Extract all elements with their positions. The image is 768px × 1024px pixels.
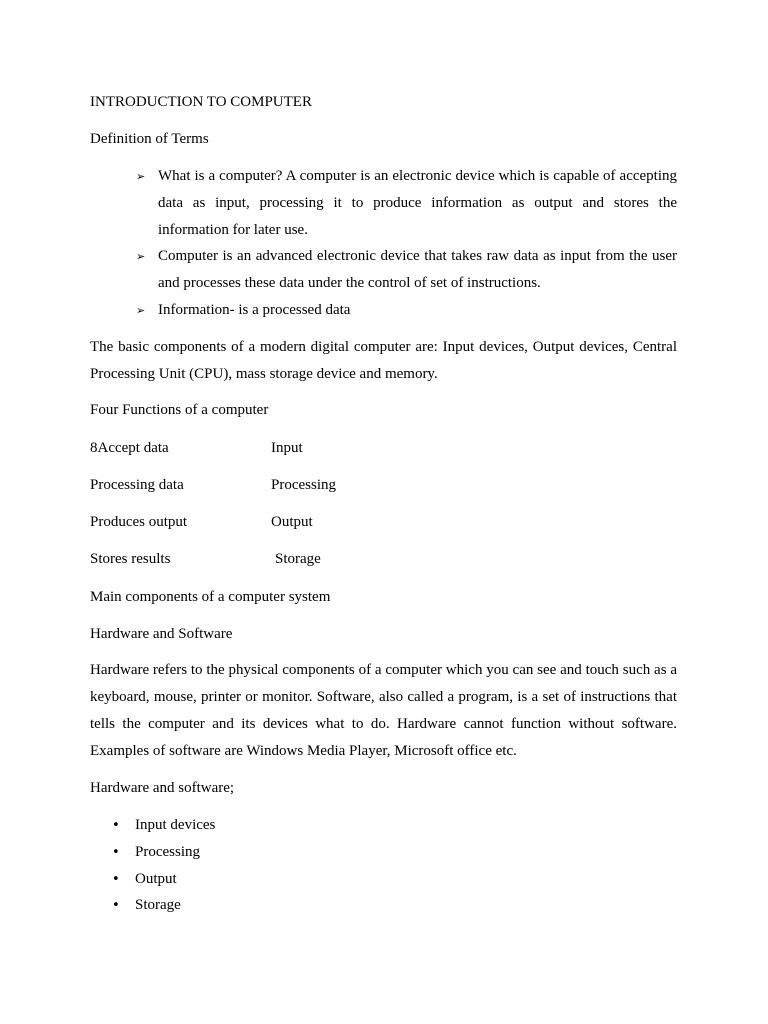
definition-item	[136, 243, 677, 297]
function-activity: Produces output	[90, 514, 188, 530]
list-item-text: Processing	[135, 844, 200, 860]
arrow-bullet-icon: ➢	[136, 170, 146, 183]
bullet-icon: •	[112, 818, 120, 833]
main-components-heading: Main components of a computer system	[90, 589, 331, 605]
function-activity: Processing data	[90, 477, 184, 493]
hw-sw-paragraph: Hardware refers to the physical components of a computer which you can see and touch such as a keyboard, mouse, printer or monitor. Software, also called a program, is a set of instructions that tells the computer and its devices what to do. Hardware cannot function without software. Examples of software are Windows Media Player, Microsoft office etc.	[90, 662, 677, 759]
definition-text: What is a computer? A computer is an electronic device which is capable of accepting data as input, processing it to produce information as output and stores the information for later use.	[158, 168, 677, 238]
function-name: Input	[271, 440, 303, 456]
list-item-text: Storage	[135, 897, 181, 913]
bullet-icon: •	[112, 898, 120, 913]
bullet-icon: •	[112, 872, 120, 887]
list-item-text: Output	[135, 871, 177, 887]
definition-text: Computer is an advanced electronic device that takes raw data as input from the user and processes these data under the control of set of instructions.	[158, 248, 677, 291]
definition-item	[136, 297, 677, 324]
arrow-bullet-icon: ➢	[136, 304, 146, 317]
list-item-text: Input devices	[135, 817, 216, 833]
function-name: Processing	[271, 477, 336, 493]
arrow-bullet-icon: ➢	[136, 250, 146, 263]
functions-heading: Four Functions of a computer	[90, 402, 269, 418]
function-activity: 8Accept data	[90, 440, 169, 456]
bullet-icon: •	[112, 845, 120, 860]
definition-item	[136, 163, 677, 244]
definition-heading: Definition of Terms	[90, 131, 209, 147]
function-name: Output	[271, 514, 313, 530]
function-activity: Stores results	[90, 551, 171, 567]
components-paragraph: The basic components of a modern digital computer are: Input devices, Output devices, Central Processing Unit (CPU), mass storage device and memory.	[90, 339, 677, 382]
document-title: INTRODUCTION TO COMPUTER	[90, 94, 312, 110]
function-name: Storage	[275, 551, 321, 567]
hw-sw-list-heading: Hardware and software;	[90, 780, 235, 796]
hw-sw-heading: Hardware and Software	[90, 626, 233, 642]
definition-text: Information- is a processed data	[158, 302, 351, 318]
